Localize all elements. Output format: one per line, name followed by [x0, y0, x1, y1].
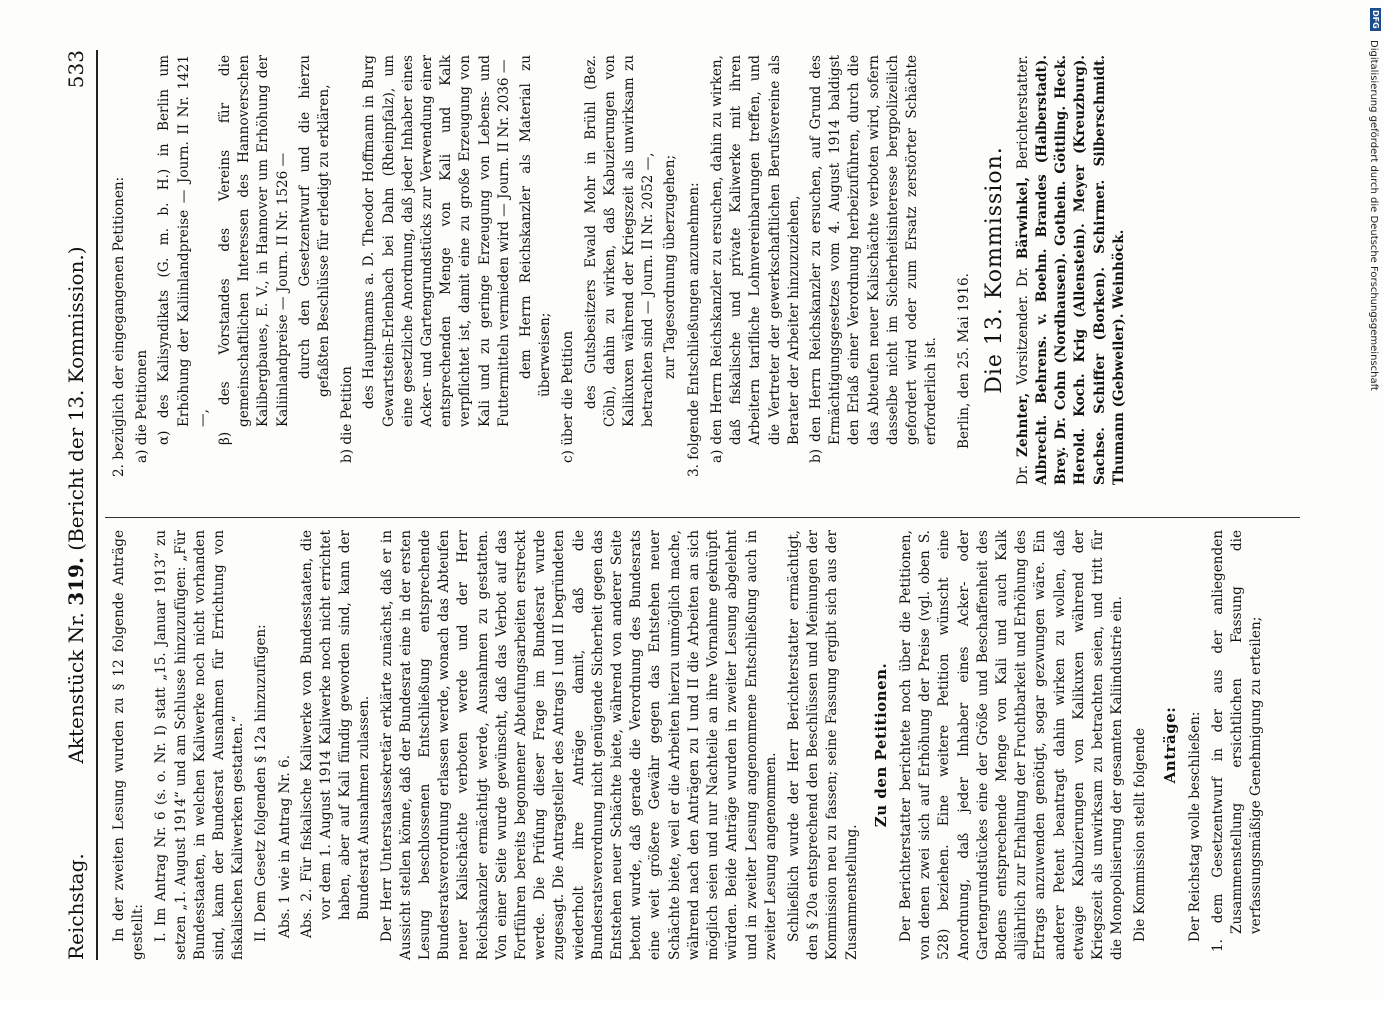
item-2c-text: des Gutsbesitzers Ewald Mohr in Brühl (Bez. Cöln), dahin zu wirken, daß Kabuzierungen von Kalikuxen während der Kriegszeit als unwirksam zu betrachten sind — Journ. II Nr. 2052 —, [582, 55, 657, 427]
item-2c-label: c) über die Petition [560, 330, 577, 463]
header-center-number: 319. [64, 557, 88, 606]
item-2b-text: des Hauptmanns a. D. Theodor Hoffmann in Burg Gewartstein-Erlenbach bei Dahn (Rheinpfalz), um eine gesetzliche Anordnung, daß jeder Inhaber eines Acker- und Gartengrundstücks zur Verwendung einer entsprechenden Menge von Kali und Kalk verpflichtet ist, damit eine zu große Erzeugung von Kali und zu geringe Erzeugung von Lebens- und Futtermitteln vermieden wird — Journ. II Nr. 2036 — [361, 55, 512, 427]
chair-role: Vorsitzender. [1014, 294, 1031, 385]
antrag-II: II. Dem Gesetz folgenden § 12a hinzuzufügen: [253, 624, 270, 942]
header-left: Reichstag. [64, 853, 88, 960]
petitions-heading: Zu den Petitionen. [871, 662, 890, 828]
petitions-paragraph: Der Berichterstatter berichtete noch über die Petitionen, von denen zwei sich auf Erhöhung der Preise (vgl. oben S. 528) beziehen. Eine weitere Petition wünscht eine Anordnung, daß jeder Inhaber eines Acker- oder Gartengrundstückes eine der Größe und Beschaffenheit des Bodens entsprechende Menge von Kali und auch Kalk alljährlich zur Erhaltung der Fruchtbarkeit und Erhöhung des Ertrags anzuwenden genötigt, sogar gezwungen wäre. Ein anderer Petent beantragt dahin wirken zu wollen, daß etwaige Kabuzierungen von Kalikuxen während der Kriegszeit als unwirksam zu betrachten seien, und tritt für die Monopolisierung der gesamten Kaliindustrie ein. [897, 530, 1126, 960]
intro-paragraph: In der zweiten Lesung wurden zu § 12 folgende Anträge gestellt: [111, 530, 147, 960]
antrag-item-1: 1. dem Gesetzentwurf in der aus der anliegenden Zusammenstellung ersichtlichen Fassung die verfassungsmäßige Genehmigung zu erteilen; [1209, 530, 1265, 952]
commission-title: Die 13. Kommission. [981, 146, 1007, 394]
page-number: 533 [64, 50, 88, 89]
item-2a-label: a) die Petitionen [134, 349, 151, 463]
item-2c-conclusion: zur Tagesordnung überzugehen; [662, 154, 679, 379]
digitization-credit: Digitalisierung gefördert durch die Deutsche Forschungsgemeinschaft [1368, 40, 1379, 391]
header-center-suffix: (Bericht der 13. Kommission.) [64, 246, 88, 551]
date-line: Berlin, den 25. Mai 1916. [956, 273, 973, 449]
item-2a-alpha: α) des Kalisyndikats (G. m. b. H.) in Berlin um Erhöhung der Kaliinlandpreise — Journ. II Nr. 1421 —, [156, 55, 211, 445]
antrag-item-3: 3. folgende Entschließungen anzunehmen: [685, 182, 702, 477]
member-list: Albrecht. Behrens. v. Boehn. Brandes (Halberstadt). Brey. Dr. Cohn (Nordhausen). Gothein. Göttling. Heck. Herold. Koch. Krig (Allenstein). Meyer (Kreuzburg). Sachse. Schiffer (Borken). Schirmer. Silberschmidt. Thumann (Gebweiler). Weinhöck. [1033, 55, 1127, 485]
item-2b-label: b) die Petition [339, 366, 356, 463]
rapporteur-name: Bärwinkel, [1014, 176, 1031, 260]
header-center-prefix: Aktenstück Nr. [64, 612, 88, 764]
abs-2: Abs. 2. Für fiskalische Kaliwerke von Bundesstaaten, die vor dem 1. August 1914 Kaliwerke noch nicht errichtet haben, aber auf Kali fündig geworden sind, kann der Bundesrat Ausnahmen zulassen. [298, 530, 373, 938]
item-3b: b) den Herrn Reichskanzler zu ersuchen, auf Grund des Ermächtigungsgesetzes vom 4. August 1914 baldigst den Erlaß einer Verordnung herbeizuführen, durch die das Abteufen neuer Kalischächte verboten wird, sofern dasselbe nicht im Sicherheitsinteresse bergpolizeilich gefordert wird oder zum Ersatz zerstörter Schächte erforderlich ist. [807, 55, 940, 463]
item-2a-conclusion: durch den Gesetzentwurf und die hierzu gefaßten Beschlüsse für erledigt zu erklären, [296, 55, 333, 397]
page-header [60, 50, 98, 960]
abs-1: Abs. 1 wie in Antrag Nr. 6. [276, 754, 293, 938]
rapporteur-role: Berichterstatter. [1014, 55, 1031, 170]
chair-name: Zehnter, [1014, 392, 1031, 457]
schliesslich-paragraph: Schließlich wurde der Herr Berichterstatter ermächtigt, den § 20a entsprechend den Beschlüssen und Meinungen der Kommission neu zu fassen; seine Fassung ergibt sich aus der Zusammenstellung. [785, 530, 860, 960]
antrag-item-2: 2. bezüglich der eingegangenen Petitionen: [111, 176, 127, 477]
column-divider [105, 517, 1300, 518]
item-2b-conclusion: dem Herrn Reichskanzler als Material zu überweisen; [518, 55, 554, 397]
dfg-logo: DFG [1371, 10, 1380, 29]
item-3a: a) den Herrn Reichskanzler zu ersuchen, dahin zu wirken, daß fiskalische und private Kaliwerke mit ihren Arbeitern tarifliche Lohnvereinbarungen treffen, und die Vertreter der gewerkschaftlichen Berufsvereine als Berater der Arbeiter hinzuzuziehen, [708, 55, 802, 463]
header-center [64, 50, 88, 960]
right-column [110, 55, 1133, 485]
antraege-heading: Anträge: [1160, 706, 1179, 784]
rapporteur-prefix: Dr. [1014, 266, 1031, 288]
item-2a-beta: β) des Vorstandes des Vereins für die gemeinschaftlichen Interessen des Hannoverschen Kalibergbaues, E. V., in Hannover um Erhöhung der Kaliinlandpreise — Journ. II Nr. 1526 — [217, 55, 291, 445]
chair-prefix: Dr. [1014, 464, 1031, 485]
unterstaatssekretaer-paragraph: Der Herr Unterstaatssekretär erklärte zunächst, daß er in Aussicht stellen könne, daß der Bundesrat eine in der ersten Lesung beschlossenen Entschließung entsprechende Bundesratsverordnung erlassen werde, wonach das Abteufen neuer Kalischächte verboten werde und der Herr Reichskanzler ermächtigt werde, Ausnahmen zu gestatten. Von einer Seite wurde gewünscht, daß das Verbot auf das Fortführen bereits begonnener Abteufungsarbeiten erstreckt werde. Die Prüfung dieser Frage im Bundesrat wurde zugesagt. Die Antragsteller des Antrags I und II begründeten wiederholt ihre Anträge damit, daß die Bundesratsverordnung nicht genügende Sicherheit gegen das Entstehen neuer Schächte biete, während von anderer Seite betont wurde, daß gerade die Verordnung des Bundesrats eine weit größere Gewähr gegen das Entstehen neuer Schächte biete, weil er die Arbeiten hierzu unmöglich mache, während nach den Anträgen zu I und II die Arbeiten an sich möglich seien und nur Nachteile an ihre Vornahme geknüpft würden. Beide Anträge wurden in zweiter Lesung abgelehnt und in zweiter Lesung angenommene Entschließung auch in zweiter Lesung angenommen. [378, 530, 779, 960]
antrag-I: I. Im Antrag Nr. 6 (s. o. Nr. I) statt „15. Januar 1913“ zu setzen „1. August 1914“ und am Schlusse hinzuzufügen: „Für Bundesstaaten, in welchen Kaliwerke noch nicht vorhanden sind, kann der Bundesrat Ausnahmen für Errichtung von fiskalischen Kaliwerken gestatten.“ [153, 530, 247, 960]
kommission-stellt: Die Kommission stellt folgende [1132, 727, 1149, 942]
commission-members [1014, 55, 1129, 485]
left-column [110, 530, 1271, 960]
reichstag-wolle: Der Reichstag wolle beschließen: [1186, 711, 1203, 942]
